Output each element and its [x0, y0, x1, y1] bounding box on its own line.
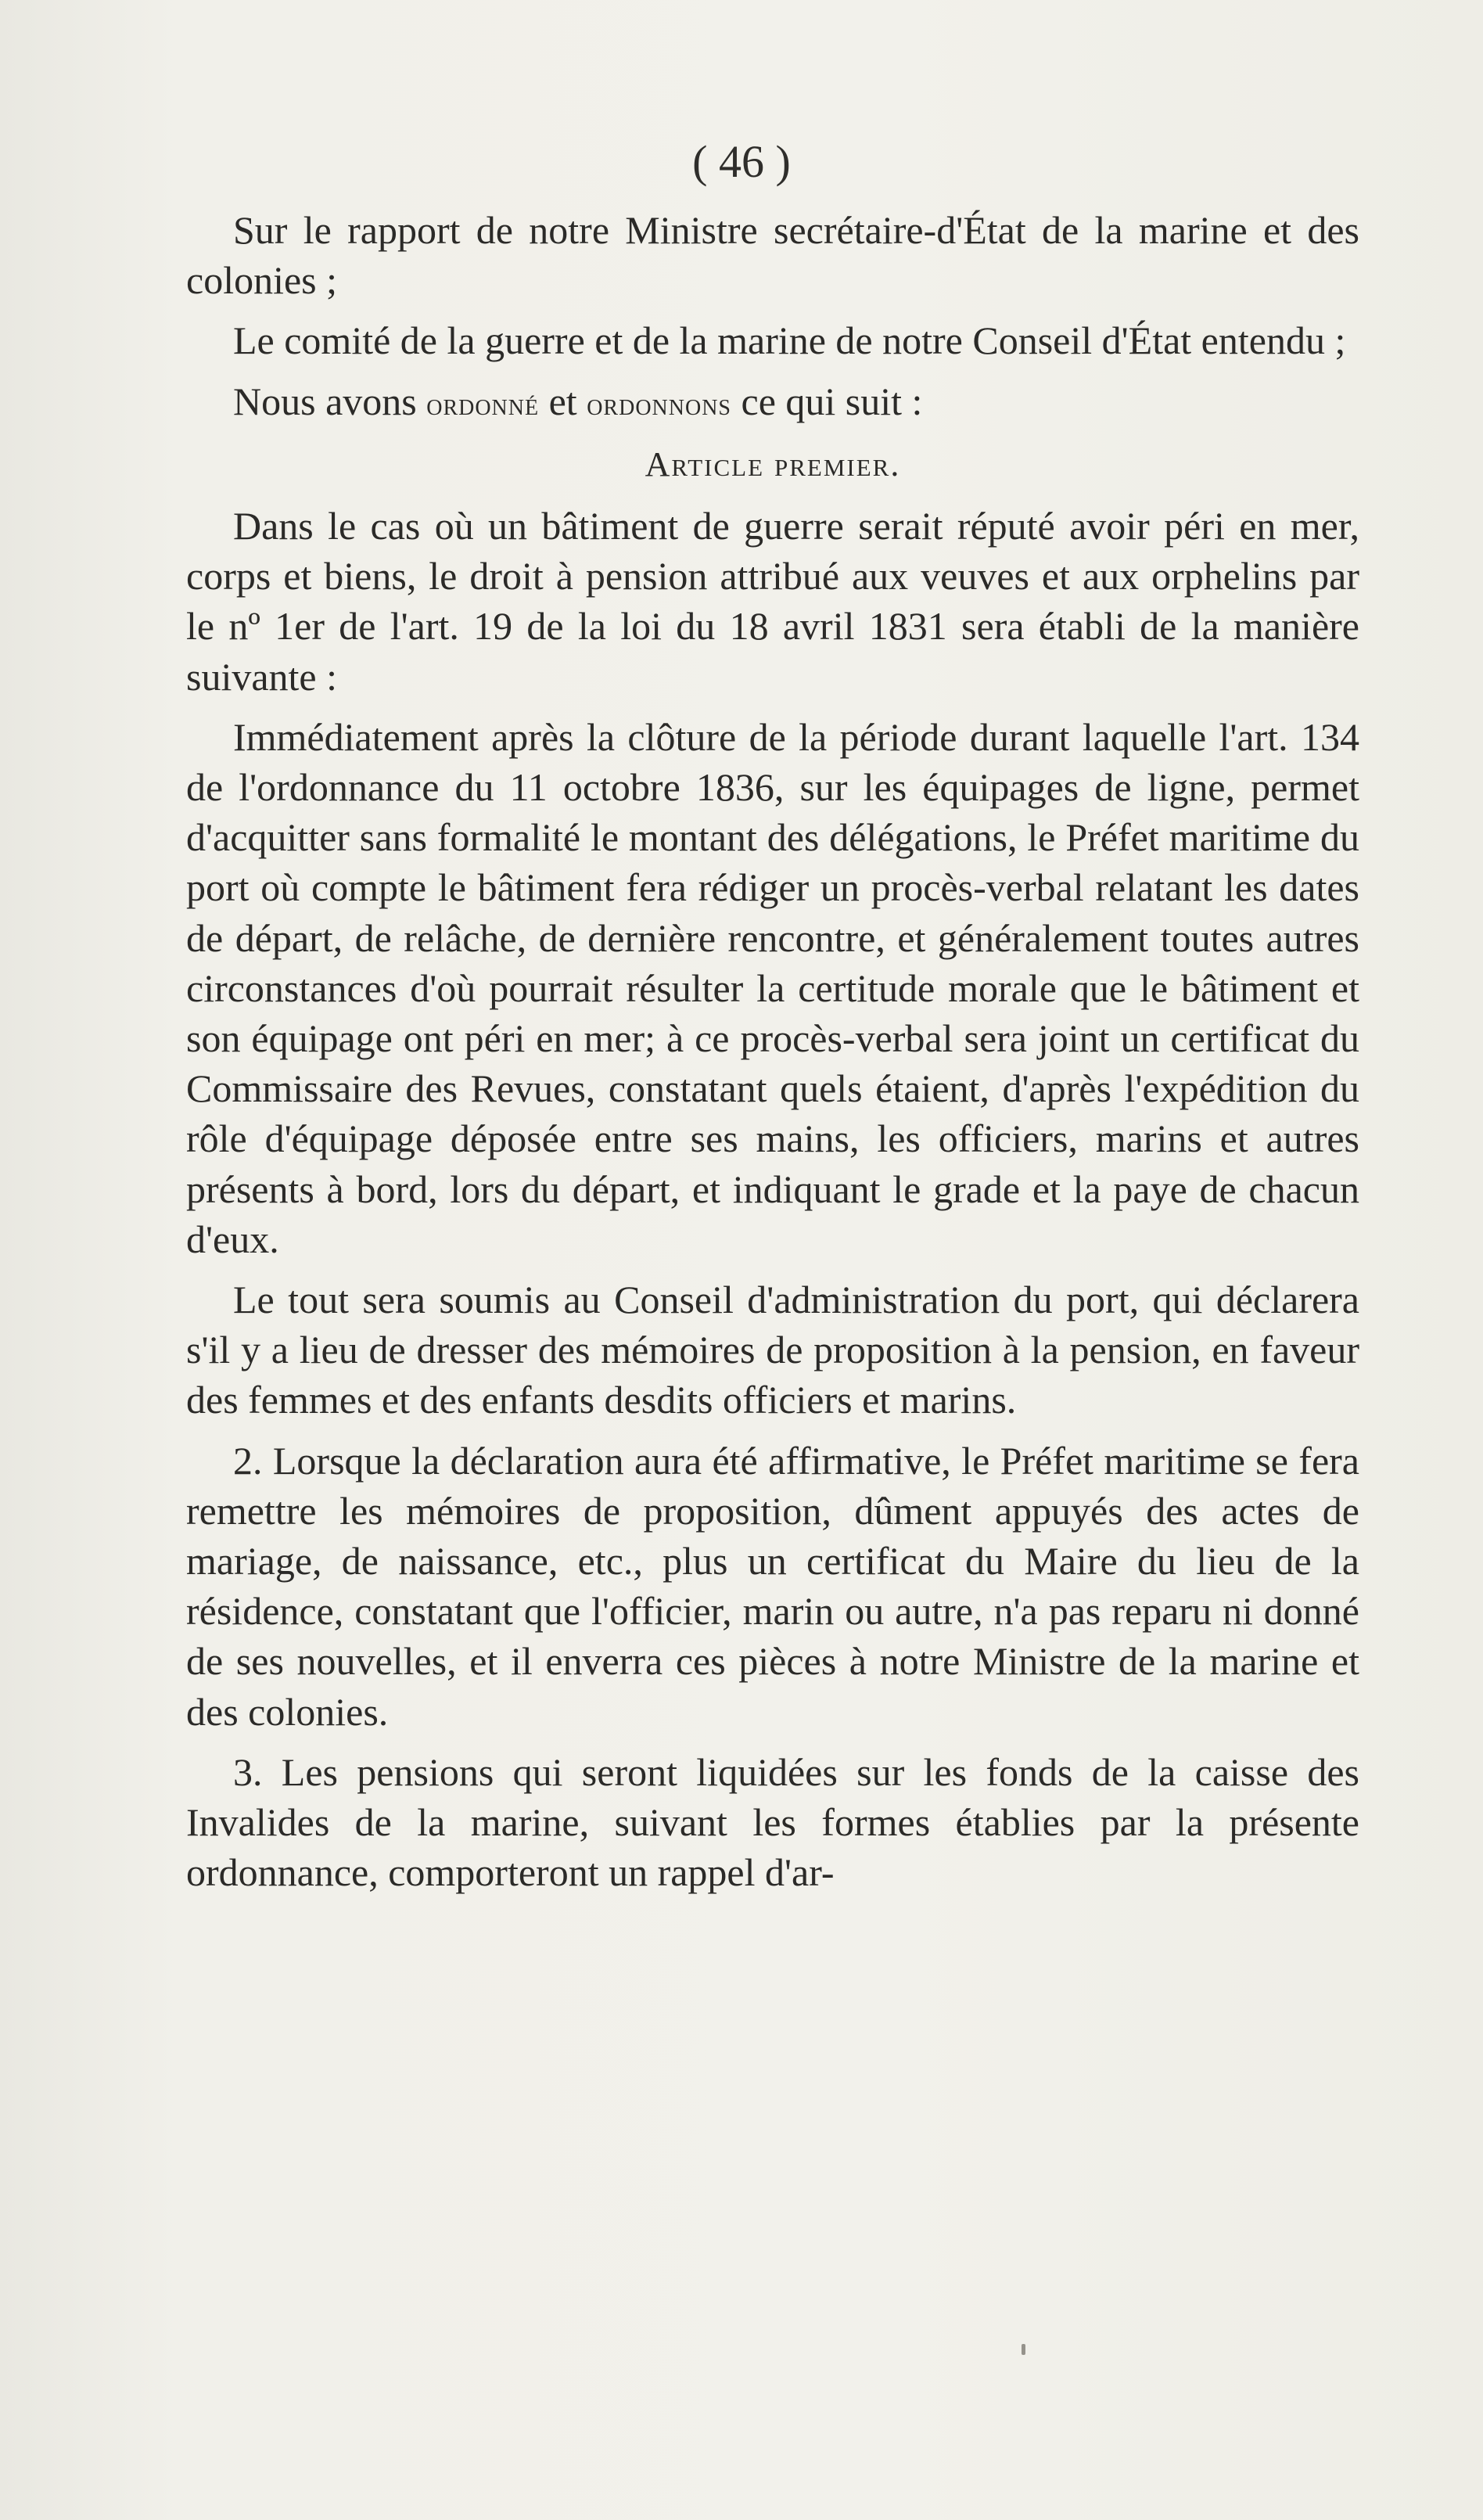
- decree-suffix: ce qui suit :: [741, 379, 923, 423]
- paragraph-article-3: 3. Les pensions qui seront liquidées sur les fonds de la caisse des Invalides de la marine, suivant les formes établies par la présente ordonnance, comporteront un rappel d'ar-: [186, 1749, 1359, 1895]
- decree-formula: [186, 376, 1359, 430]
- paragraph-procedure: Immédiatement après la clôture de la période durant laquelle l'art. 134 de l'ordonnance du 11 octobre 1836, sur les équipages de ligne, permet d'acquitter sans formalité le montant des délégations, le Préfet maritime du port où compte le bâtiment fera rédiger un procès-verbal relatant les dates de départ, de relâche, de dernière rencontre, et généralement toutes autres circonstances d'où pourrait résulter la certitude morale que le bâtiment et son équipage ont péri en mer; à ce procès-verbal sera joint un certificat du Commissaire des Revues, constatant quels étaient, d'après l'expédition du rôle d'équipage déposée entre ses mains, les officiers, marins et autres présents à bord, lors du départ, et indiquant le grade et la paye de chacun d'eux.: [186, 714, 1359, 1261]
- article-heading: Article premier.: [645, 444, 901, 484]
- decree-word-ordonne: ordonné: [426, 386, 540, 422]
- decree-conjunction: et: [548, 379, 577, 423]
- ink-mark: [1022, 2344, 1025, 2355]
- paragraph-article-2: 2. Lorsque la déclaration aura été affirmative, le Préfet maritime se fera remettre les mémoires de proposition, dûment appuyés des actes de mariage, de naissance, etc., plus un certificat du Maire du lieu de la résidence, constatant que l'officier, marin ou autre, n'a pas reparu ni donné de ses nouvelles, et il enverra ces pièces à notre Ministre de la marine et des colonies.: [186, 1438, 1359, 1734]
- body-text: [186, 205, 1359, 1906]
- page-number: ( 46 ): [692, 136, 791, 187]
- decree-word-ordonnons: ordonnons: [587, 386, 731, 422]
- paragraph-article-1: Dans le cas où un bâtiment de guerre serait réputé avoir péri en mer, corps et biens, le droit à pension attribué aux veuves et aux orphelins par le nº 1er de l'art. 19 de la loi du 18 avril 1831 sera établi de la manière suivante :: [186, 504, 1359, 699]
- paragraph-conseil: Le tout sera soumis au Conseil d'administration du port, qui déclarera s'il y a lieu de dresser des mémoires de proposition à la pension, en faveur des femmes et des enfants desdits officiers et marins.: [186, 1278, 1359, 1422]
- paragraph-comite: Le comité de la guerre et de la marine de notre Conseil d'État entendu ;: [233, 318, 1346, 363]
- paragraph-rapport: Sur le rapport de notre Ministre secrétaire-d'État de la marine et des colonies ;: [186, 208, 1359, 303]
- decree-prefix: Nous avons: [233, 379, 417, 423]
